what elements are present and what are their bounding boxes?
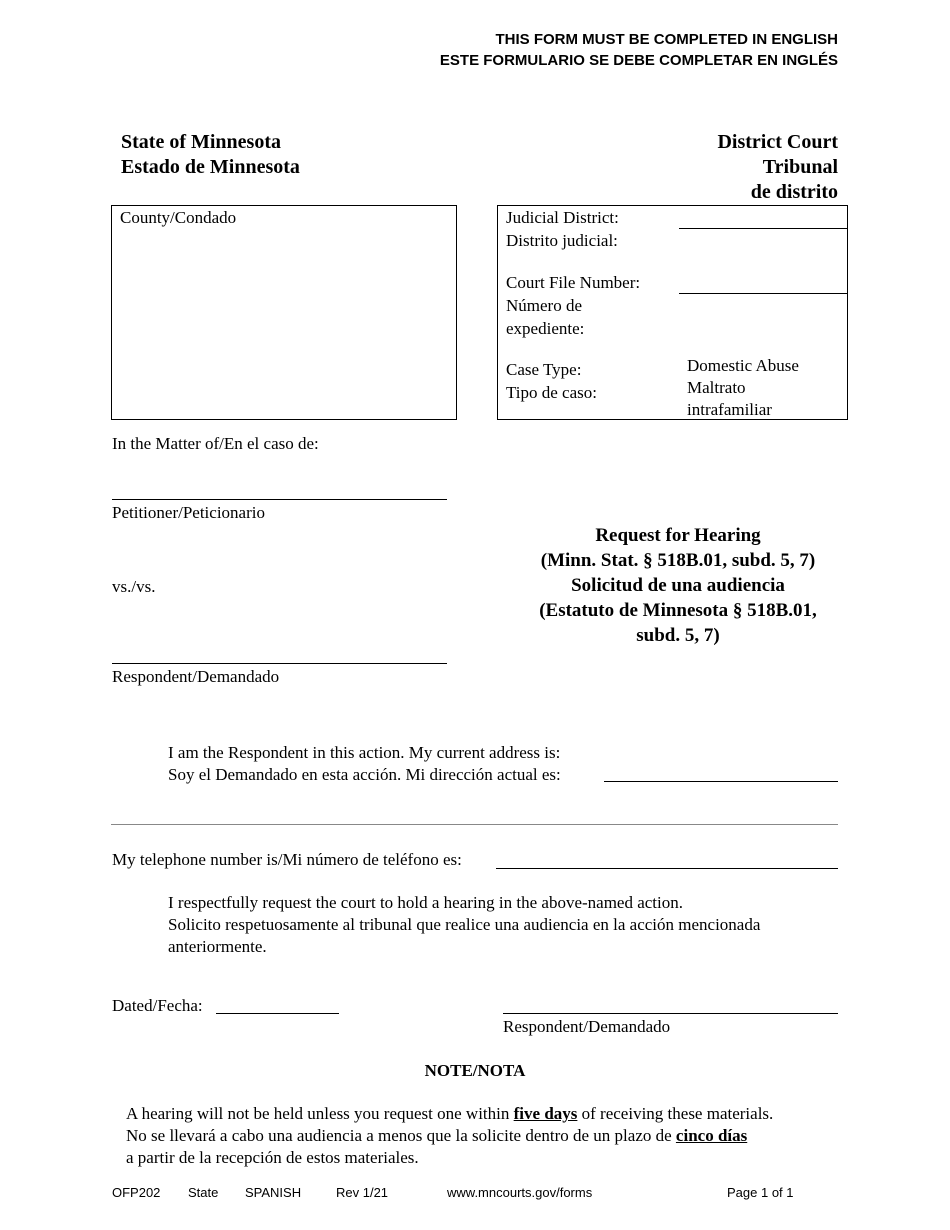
case-type-value: Domestic Abuse Maltrato intrafamiliar: [687, 356, 799, 419]
title-line4: (Estatuto de Minnesota § 518B.01,: [539, 600, 817, 621]
footer-website[interactable]: www.mncourts.gov/forms: [447, 1185, 593, 1200]
signature-label: Respondent/Demandado: [503, 1017, 671, 1036]
address-statement: [168, 742, 561, 786]
request-es-2: anteriormente.: [168, 937, 267, 956]
address-es: Soy el Demandado en esta acción. Mi dirección actual es:: [168, 765, 561, 784]
state-es: Estado de Minnesota: [121, 156, 300, 178]
phone-field[interactable]: [496, 868, 838, 869]
date-field[interactable]: [216, 1013, 339, 1014]
title-line5: subd. 5, 7): [636, 625, 720, 646]
five-days-emphasis: five days: [513, 1104, 578, 1123]
note-heading: NOTE/NOTA: [424, 1061, 526, 1080]
state-en: State of Minnesota: [121, 131, 281, 153]
dated-label: Dated/Fecha:: [112, 996, 203, 1015]
phone-label: My telephone number is/Mi número de teléfono es:: [112, 850, 462, 869]
address-field-line1[interactable]: [604, 781, 838, 782]
footer-language: SPANISH: [245, 1185, 302, 1200]
signature-field[interactable]: [503, 1013, 838, 1014]
form-title: [500, 523, 856, 648]
case-info-box: [497, 205, 848, 420]
address-field-line2[interactable]: [111, 824, 838, 825]
county-label: County/Condado: [120, 208, 237, 227]
request-es-1: Solicito respetuosamente al tribunal que realice una audiencia en la acción mencionada: [168, 915, 761, 934]
court-line3: de distrito: [750, 181, 838, 203]
note-es: No se llevará a cabo una audiencia a menos que la solicite dentro de un plazo de cinco días: [126, 1126, 748, 1145]
title-line3: Solicitud de una audiencia: [571, 575, 785, 596]
address-en: I am the Respondent in this action. My current address is:: [168, 743, 561, 762]
court-file-number-field[interactable]: [679, 293, 847, 294]
state-heading: [121, 130, 300, 180]
note-en: A hearing will not be held unless you request one within five days of receiving these materials.: [126, 1104, 774, 1123]
court-line1: District Court: [717, 131, 838, 153]
english-notice: THIS FORM MUST BE COMPLETED IN ENGLISH: [495, 31, 838, 48]
footer-form-id: OFP202: [112, 1185, 161, 1200]
footer-jurisdiction: State: [188, 1185, 219, 1200]
judicial-district-label: Judicial District: Distrito judicial:: [506, 208, 619, 250]
matter-label: In the Matter of/En el caso de:: [112, 434, 319, 453]
respondent-field[interactable]: [112, 663, 447, 664]
footer-revision: Rev 1/21: [336, 1185, 389, 1200]
note-es-2: a partir de la recepción de estos materiales.: [126, 1148, 419, 1167]
vs-label: vs./vs.: [112, 577, 156, 596]
court-line2: Tribunal: [762, 156, 838, 178]
request-statement: [168, 892, 760, 958]
request-en: I respectfully request the court to hold a hearing in the above-named action.: [168, 893, 684, 912]
court-file-number-label: Court File Number: Número de expediente:: [506, 273, 641, 338]
spanish-notice: ESTE FORMULARIO SE DEBE COMPLETAR EN INGLÉS: [439, 52, 838, 69]
case-type-label: Case Type: Tipo de caso:: [506, 360, 597, 402]
language-notice: [440, 29, 838, 71]
footer-page: Page 1 of 1: [727, 1185, 794, 1200]
title-line1: Request for Hearing: [595, 525, 761, 546]
judicial-district-field[interactable]: [679, 228, 847, 229]
respondent-label: Respondent/Demandado: [112, 667, 280, 686]
note-text: [126, 1103, 773, 1169]
petitioner-label: Petitioner/Peticionario: [112, 503, 265, 522]
petitioner-field[interactable]: [112, 499, 447, 500]
court-heading: [717, 130, 838, 205]
cinco-dias-emphasis: cinco días: [675, 1126, 748, 1145]
title-line2: (Minn. Stat. § 518B.01, subd. 5, 7): [540, 550, 816, 571]
county-box[interactable]: [111, 205, 457, 420]
